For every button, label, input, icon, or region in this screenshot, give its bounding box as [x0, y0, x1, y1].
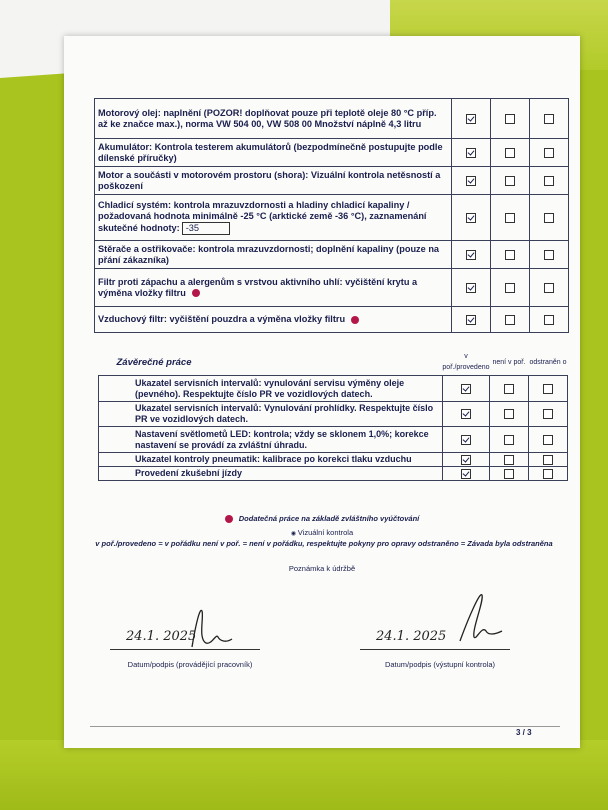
checklist-row — [95, 99, 569, 139]
column-header-not-ok: není v poř. — [490, 349, 529, 376]
empty-checkbox[interactable] — [543, 409, 553, 419]
checked-checkbox[interactable] — [461, 435, 471, 445]
signature-caption-1: Datum/podpis (provádějící pracovník) — [127, 660, 253, 669]
checked-checkbox[interactable] — [461, 384, 471, 394]
empty-checkbox[interactable] — [543, 469, 553, 479]
empty-checkbox[interactable] — [504, 384, 514, 394]
document-page — [64, 36, 580, 748]
final-check-cell-1 — [490, 376, 529, 402]
empty-checkbox[interactable] — [505, 213, 515, 223]
signature-line-1 — [110, 649, 260, 650]
final-check-cell-0 — [442, 453, 489, 467]
checklist-check-cell-1 — [491, 269, 530, 307]
checklist-check-cell-2 — [530, 269, 569, 307]
signature-caption-2: Datum/podpis (výstupní kontrola) — [384, 660, 496, 669]
checklist-item-text: Motorový olej: naplnění (POZOR! doplňovat pouze při teplotě oleje 80 °C příp. až ke značce max.), norma VW 504 00, VW 508 00 Množství náplně 4,3 litru — [95, 99, 452, 139]
checklist-check-cell-0 — [452, 307, 491, 333]
checklist-check-cell-0 — [452, 195, 491, 241]
page-number: 3 / 3 — [516, 728, 532, 737]
empty-checkbox[interactable] — [544, 148, 554, 158]
measured-value-box[interactable]: -35 — [182, 222, 230, 235]
empty-checkbox[interactable] — [505, 250, 515, 260]
checklist-check-cell-0 — [452, 167, 491, 195]
checked-checkbox[interactable] — [461, 469, 471, 479]
empty-checkbox[interactable] — [543, 384, 553, 394]
final-works-item-text: Provedení zkušební jízdy — [99, 467, 443, 481]
signature-scribble-2 — [452, 589, 512, 644]
checked-checkbox[interactable] — [461, 455, 471, 465]
checklist-check-cell-1 — [491, 307, 530, 333]
empty-checkbox[interactable] — [544, 250, 554, 260]
checklist-check-cell-2 — [530, 139, 569, 167]
inspection-checklist — [94, 98, 569, 333]
final-works-title: Závěrečné práce — [99, 349, 443, 376]
signature-line-2 — [360, 649, 510, 650]
checklist-item-text: Akumulátor: Kontrola testerem akumulátorů (bezpodmínečně postupujte podle dílenské příručky) — [95, 139, 452, 167]
empty-checkbox[interactable] — [505, 176, 515, 186]
checked-checkbox[interactable] — [466, 176, 476, 186]
empty-checkbox[interactable] — [543, 455, 553, 465]
extra-work-dot-icon — [225, 515, 233, 523]
checklist-row — [95, 307, 569, 333]
final-works-row — [99, 453, 568, 467]
signature-block-technician — [110, 601, 270, 681]
final-check-cell-1 — [490, 427, 529, 453]
empty-checkbox[interactable] — [544, 283, 554, 293]
final-works-item-text: Ukazatel servisních intervalů: vynulování servisu výměny oleje (pevného). Respektujte číslo PR ve vozidlových datech. — [99, 376, 443, 402]
checklist-item-text: Vzduchový filtr: vyčištění pouzdra a výměna vložky filtru — [95, 307, 452, 333]
empty-checkbox[interactable] — [505, 283, 515, 293]
final-check-cell-0 — [442, 427, 489, 453]
checked-checkbox[interactable] — [466, 250, 476, 260]
final-works-item-text: Ukazatel servisních intervalů: Vynulování prohlídky. Respektujte číslo PR ve vozidlových datech. — [99, 402, 443, 427]
empty-checkbox[interactable] — [505, 315, 515, 325]
checked-checkbox[interactable] — [466, 213, 476, 223]
visual-check-icon: ◉ — [290, 531, 298, 537]
checklist-check-cell-0 — [452, 269, 491, 307]
signature-date-1: 24.1. 2025 — [126, 629, 197, 644]
final-works-item-text: Ukazatel kontroly pneumatik: kalibrace po korekci tlaku vzduchu — [99, 453, 443, 467]
final-works-row — [99, 467, 568, 481]
final-check-cell-0 — [442, 467, 489, 481]
final-works-item-text: Nastavení světlometů LED: kontrola; vždy se sklonem 1,0%; korekce nastavení se provádí za zvláštní úhradu. — [99, 427, 443, 453]
signature-block-final-check — [360, 601, 520, 681]
legend-explanation: v poř./provedeno = v pořádku není v poř. = není v pořádku, respektujte pokyny pro opravy odstraněno = Závada byla odstraněna — [95, 539, 553, 548]
empty-checkbox[interactable] — [505, 148, 515, 158]
checklist-row — [95, 139, 569, 167]
checked-checkbox[interactable] — [466, 315, 476, 325]
checklist-item-text: Stěrače a ostřikovače: kontrola mrazuvzdornosti; doplnění kapaliny (pouze na přání zákazníka) — [95, 241, 452, 269]
final-works-row — [99, 402, 568, 427]
checklist-row — [95, 167, 569, 195]
empty-checkbox[interactable] — [544, 176, 554, 186]
signature-scribble-1 — [182, 603, 242, 653]
final-check-cell-1 — [490, 453, 529, 467]
final-check-cell-1 — [490, 467, 529, 481]
checklist-check-cell-1 — [491, 241, 530, 269]
checklist-check-cell-0 — [452, 99, 491, 139]
final-works-table — [98, 349, 568, 481]
checklist-item-text: Filtr proti zápachu a alergenům s vrstvou aktivního uhlí: vyčištění krytu a výměna vložky filtru — [95, 269, 452, 307]
empty-checkbox[interactable] — [544, 315, 554, 325]
checked-checkbox[interactable] — [461, 409, 471, 419]
final-check-cell-0 — [442, 376, 489, 402]
extra-work-dot-icon — [192, 289, 200, 297]
checklist-row — [95, 241, 569, 269]
footer-divider — [90, 726, 560, 727]
legend-extra-work: Dodatečná práce na základě zvláštního vyúčtování — [64, 514, 580, 523]
checklist-check-cell-0 — [452, 139, 491, 167]
checklist-row — [95, 269, 569, 307]
checklist-check-cell-1 — [491, 195, 530, 241]
empty-checkbox[interactable] — [504, 409, 514, 419]
checklist-check-cell-1 — [491, 139, 530, 167]
empty-checkbox[interactable] — [544, 213, 554, 223]
checklist-item-text: Motor a součásti v motorovém prostoru (shora): Vizuální kontrola netěsností a poškození — [95, 167, 452, 195]
final-check-cell-2 — [529, 376, 568, 402]
checked-checkbox[interactable] — [466, 148, 476, 158]
checklist-row — [95, 195, 569, 241]
checklist-item-text: Chladicí systém: kontrola mrazuvzdornosti a hladiny chladicí kapaliny / požadovaná hodnota minimálně -25 °C (arktické země -36 °C), zaznamenání skutečné hodnoty: -35 — [95, 195, 452, 241]
column-header-fixed: odstraněn o — [529, 349, 568, 376]
final-check-cell-2 — [529, 467, 568, 481]
final-works-row — [99, 376, 568, 402]
signature-date-2: 24.1. 2025 — [376, 629, 447, 644]
final-check-cell-2 — [529, 402, 568, 427]
checklist-check-cell-2 — [530, 241, 569, 269]
final-check-cell-2 — [529, 453, 568, 467]
checked-checkbox[interactable] — [466, 114, 476, 124]
legend-visual-check: ◉ Vizuální kontrola — [290, 528, 354, 537]
checklist-check-cell-1 — [491, 99, 530, 139]
final-check-cell-1 — [490, 402, 529, 427]
maintenance-note-label: Poznámka k údržbě — [288, 564, 356, 573]
checked-checkbox[interactable] — [466, 283, 476, 293]
checklist-check-cell-2 — [530, 195, 569, 241]
background-bottom — [0, 740, 608, 810]
checklist-check-cell-2 — [530, 167, 569, 195]
checklist-check-cell-1 — [491, 167, 530, 195]
empty-checkbox[interactable] — [544, 114, 554, 124]
checklist-check-cell-0 — [452, 241, 491, 269]
empty-checkbox[interactable] — [504, 469, 514, 479]
final-works-row — [99, 427, 568, 453]
final-check-cell-0 — [442, 402, 489, 427]
column-header-ok: v poř./provedeno — [442, 349, 489, 376]
empty-checkbox[interactable] — [504, 455, 514, 465]
empty-checkbox[interactable] — [504, 435, 514, 445]
checklist-check-cell-2 — [530, 307, 569, 333]
final-check-cell-2 — [529, 427, 568, 453]
checklist-check-cell-2 — [530, 99, 569, 139]
empty-checkbox[interactable] — [505, 114, 515, 124]
extra-work-dot-icon — [351, 316, 359, 324]
empty-checkbox[interactable] — [543, 435, 553, 445]
